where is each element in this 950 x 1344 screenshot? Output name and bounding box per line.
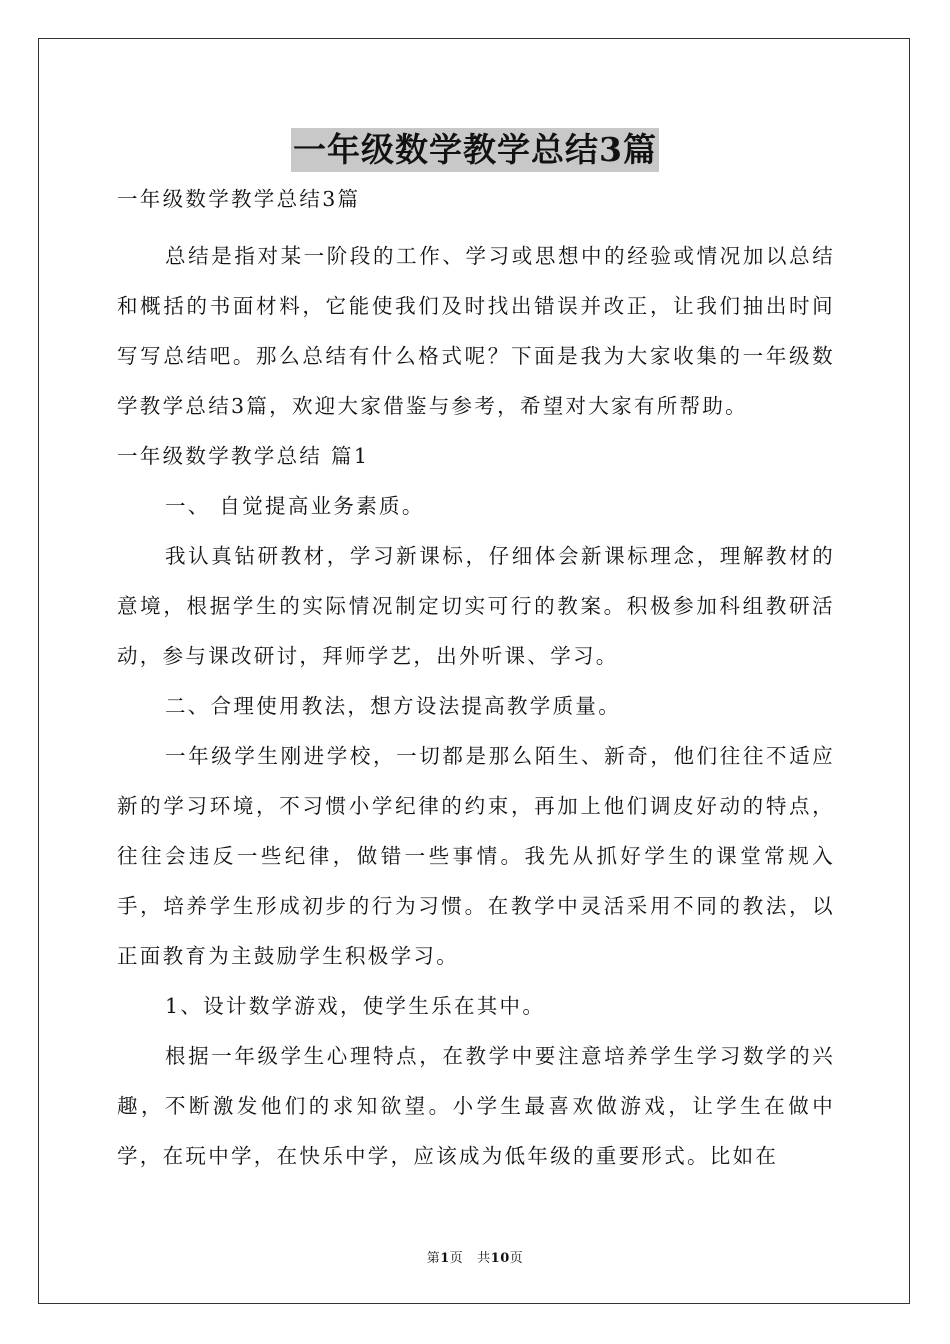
body-paragraph-1: 我认真钻研教材，学习新课标，仔细体会新课标理念，理解教材的意境，根据学生的实际情况制定切实可行的教案。积极参加科组教研活动，参与课改研讨，拜师学艺，出外听课、学习。 (117, 544, 835, 668)
subtitle-line: 一年级数学教学总结3篇 (117, 187, 361, 211)
footer-page-total: 10 (490, 1251, 510, 1266)
footer-suffix: 页 (509, 1251, 524, 1266)
footer-mid: 页 共 (449, 1251, 491, 1266)
title-container (0, 128, 950, 172)
intro-paragraph: 总结是指对某一阶段的工作、学习或思想中的经验或情况加以总结和概括的书面材料，它能使我们及时找出错误并改正，让我们抽出时间写写总结吧。那么总结有什么格式呢？下面是我为大家收集的一年级数学教学总结3篇，欢迎大家借鉴与参考，希望对大家有所帮助。 (117, 244, 835, 418)
body-paragraph-3: 根据一年级学生心理特点，在教学中要注意培养学生学习数学的兴趣，不断激发他们的求知欲望。小学生最喜欢做游戏，让学生在做中学，在玩中学，在快乐中学，应该成为低年级的重要形式。比如在 (117, 1044, 835, 1168)
footer-prefix: 第 (426, 1251, 441, 1266)
body-heading-2: 二、合理使用教法，想方设法提高教学质量。 (165, 694, 621, 718)
footer-page-current: 1 (440, 1251, 450, 1266)
body-heading-1: 一、 自觉提高业务素质。 (165, 494, 425, 518)
body-paragraph-2: 一年级学生刚进学校，一切都是那么陌生、新奇，他们往往不适应新的学习环境，不习惯小学纪律的约束，再加上他们调皮好动的特点，往往会违反一些纪律，做错一些事情。我先从抓好学生的课堂常规入手，培养学生形成初步的行为习惯。在教学中灵活采用不同的教法，以正面教育为主鼓励学生积极学习。 (117, 744, 835, 968)
page-footer (0, 1247, 950, 1266)
document-body (117, 183, 835, 1181)
section-heading: 一年级数学教学总结 篇1 (117, 444, 370, 468)
body-heading-3: 1、设计数学游戏，使学生乐在其中。 (165, 994, 546, 1018)
document-title: 一年级数学教学总结3篇 (291, 128, 659, 172)
